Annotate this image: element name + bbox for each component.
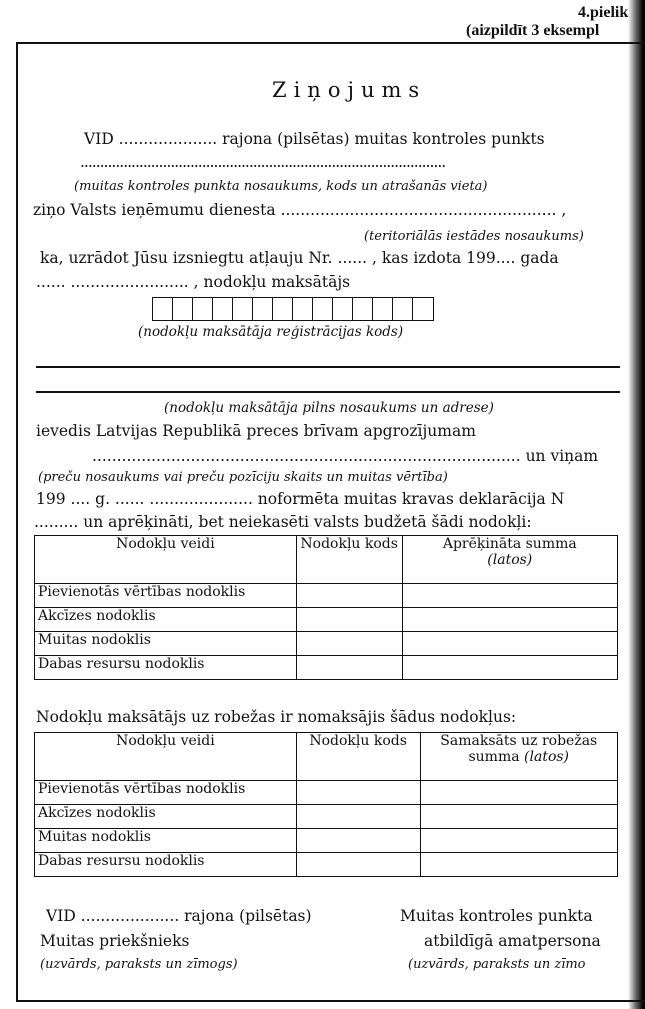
table-row: Dabas resursu nodoklis [35,853,618,877]
col-header-tax-code: Nodokļu kods [296,733,420,781]
line-declaration: 199 .... g. ...... ..................... noformēta muitas kravas deklarācija N [36,490,565,508]
line-imported: ievedis Latvijas Republikā preces brīvam apgrozījumam [36,422,476,440]
blank-line-1 [36,366,620,368]
table-header-row [35,536,618,584]
form-title: Ziņojums [272,78,427,102]
line-goods: ....................................................................................... un viņam [92,447,599,465]
table-row: Muitas nodoklis [35,829,618,853]
registration-code-boxes [152,297,434,321]
annex-number: 4.pielik [578,4,629,21]
line-customs-point-dots: ............................................................................................. [80,153,446,171]
col-header-tax-type: Nodokļu veidi [35,733,297,781]
table-row: Pievienotās vērtības nodoklis [35,781,618,805]
table-row: Dabas resursu nodoklis [35,656,618,680]
note-territorial: (teritoriālās iestādes nosaukums) [364,229,584,244]
col-header-amount: Aprēķināta summa (latos) [402,536,617,584]
line-reports: ziņo Valsts ieņēmumu dienesta ........................................................ , [33,201,567,219]
footer-official-signature-note: (uzvārds, paraksts un zīmo [408,957,586,972]
note-customs-point: (muitas kontroles punkta nosaukums, kods un atrašanās vieta) [74,179,488,194]
note-registration-code: (nodokļu maksātāja reģistrācijas kods) [138,324,404,340]
note-goods: (preču nosaukums vai preču pozīciju skaits un muitas vērtība) [38,470,448,485]
blank-line-2 [36,391,620,393]
table-header-row [35,733,618,781]
table-row: Pievienotās vērtības nodoklis [35,584,618,608]
heading-paid-at-border: Nodokļu maksātājs uz robežas ir nomaksājis šādus nodokļus: [36,708,517,726]
col-header-tax-code: Nodokļu kods [296,536,402,584]
col-header-paid-amount: Samaksāts uz robežas summa (latos) [420,733,617,781]
table-row: Akcīzes nodoklis [35,608,618,632]
footer-control-point: Muitas kontroles punkta [400,907,593,925]
footer-chief-signature-note: (uzvārds, paraksts un zīmogs) [40,957,238,972]
table-row: Akcīzes nodoklis [35,805,618,829]
footer-responsible-official: atbildīgā amatpersona [424,932,601,950]
copies-instruction: (aizpildīt 3 eksempl [466,22,600,39]
calculated-taxes-table [34,535,618,680]
paid-taxes-table [34,732,618,877]
line-customs-point: VID .................... rajona (pilsētas) muitas kontroles punkts [84,130,545,148]
footer-vid-district: VID .................... rajona (pilsētas) [46,907,312,925]
footer-customs-chief: Muitas priekšnieks [40,932,190,950]
line-taxpayer: ...... ........................ , nodokļu maksātājs [36,273,351,291]
line-taxes-calculated: ......... un aprēķināti, bet neiekasēti valsts budžetā šādi nodokļi: [34,513,532,531]
line-permit: ka, uzrādot Jūsu izsniegtu atļauju Nr. ...... , kas izdota 199.... gada [40,249,559,267]
col-header-tax-type: Nodokļu veidi [35,536,297,584]
table-row: Muitas nodoklis [35,632,618,656]
note-taxpayer-name: (nodokļu maksātāja pilns nosaukums un adrese) [164,400,494,416]
